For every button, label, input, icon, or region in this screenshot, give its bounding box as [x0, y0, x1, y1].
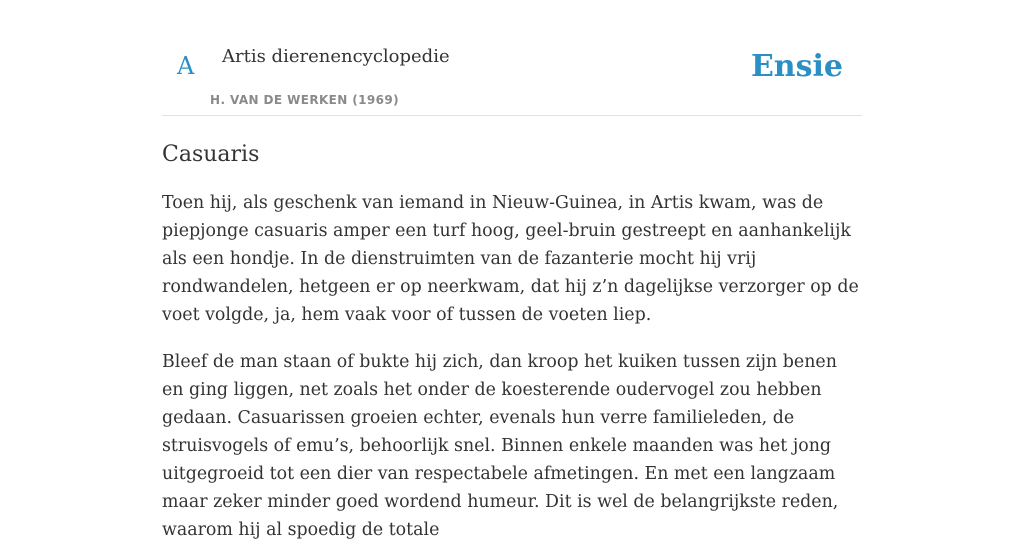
entry-paragraph: Toen hij, als geschenk van iemand in Nieuw-Guinea, in Artis kwam, was de piepjonge casuaris amper een turf hoog, geel-bruin gestreept en aanhankelijk als een hondje. In de dienstruimten van de fazanterie mocht hij vrij rondwandelen, hetgeen er op neerkwam, dat hij z’n dagelijkse verzorger op de voet volgde, ja, hem vaak voor of tussen de voeten liep. — [162, 193, 859, 326]
book-letter[interactable]: A — [177, 52, 195, 80]
book-title[interactable]: Artis dierenencyclopedie — [222, 46, 450, 67]
book-header — [162, 0, 862, 116]
ensie-logo[interactable]: Ensie — [750, 49, 843, 84]
page — [162, 0, 862, 544]
entry-body — [162, 189, 862, 544]
entry-paragraph: Bleef de man staan of bukte hij zich, dan kroop het kuiken tussen zijn benen en ging liggen, net zoals het onder de koesterende oudervogel zou hebben gedaan. Casuarissen groeien echter, evenals hun verre familieleden, de struisvogels of emu’s, behoorlijk snel. Binnen enkele maanden was het jong uitgegroeid tot een dier van respectabele afmetingen. En met een langzaam maar zeker minder goed wordend humeur. Dit is wel de belangrijkste reden, waarom hij al spoedig de totale — [162, 352, 839, 541]
entry-title: Casuaris — [162, 142, 260, 167]
book-author: H. VAN DE WERKEN (1969) — [210, 93, 400, 107]
